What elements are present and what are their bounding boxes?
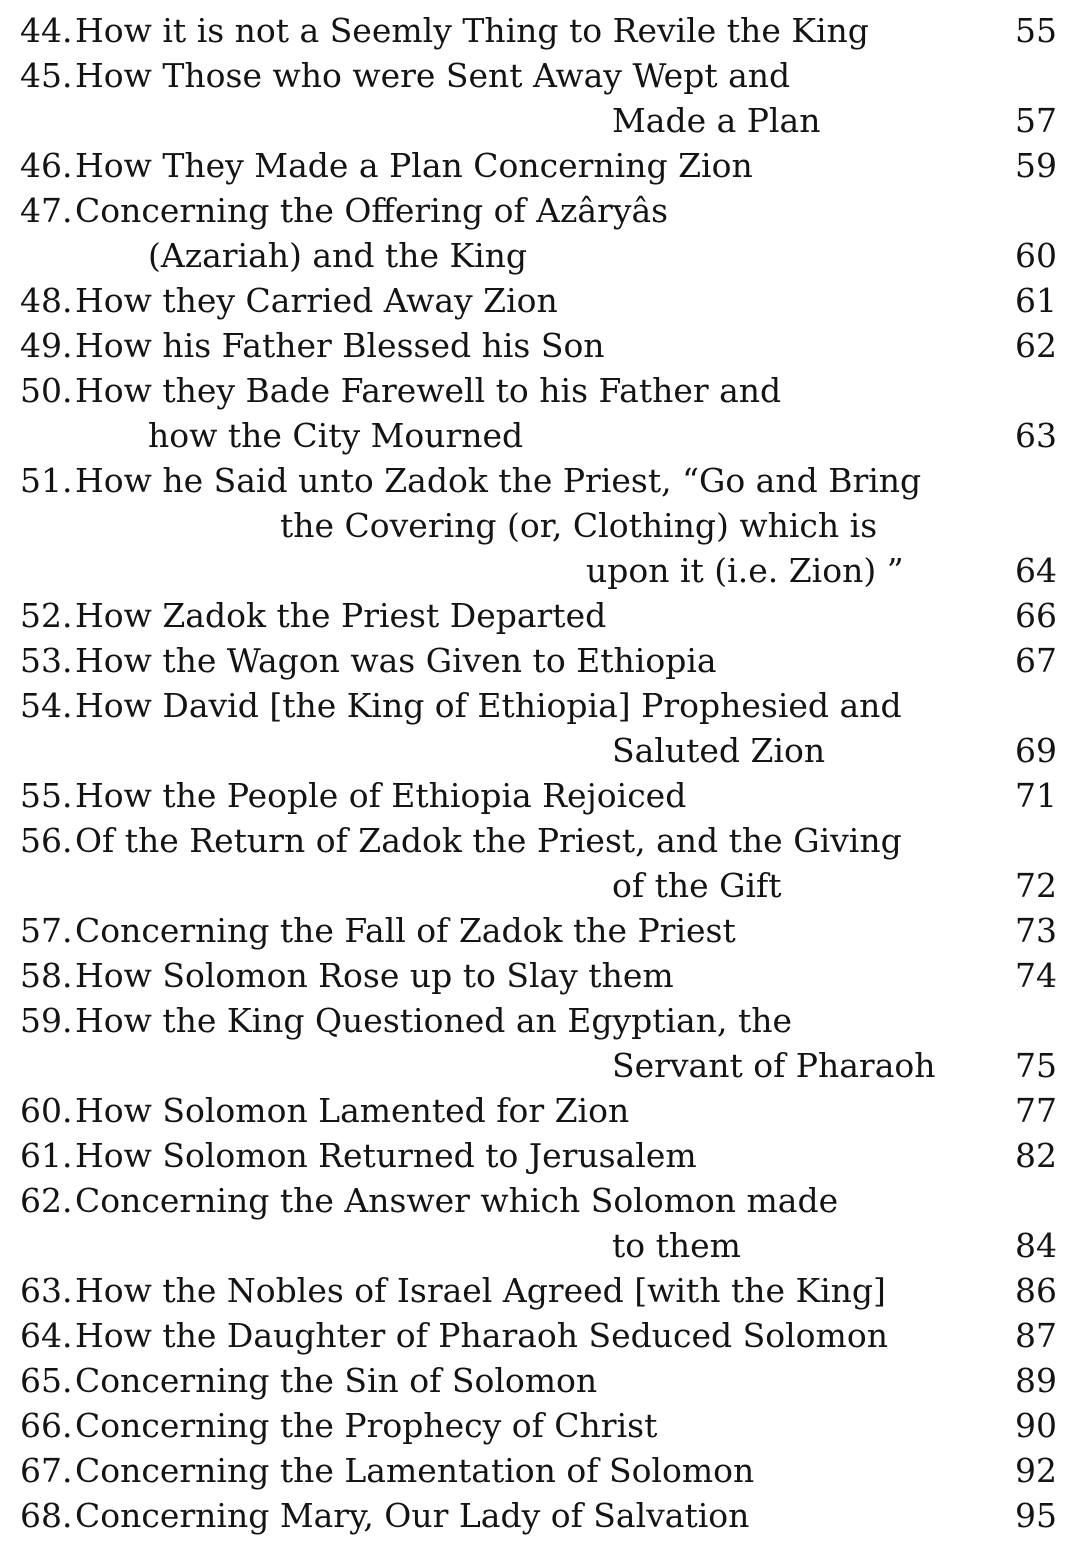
entry-number: 47. xyxy=(20,191,73,230)
page-number: 60 xyxy=(1015,236,1057,275)
toc-line xyxy=(0,1088,1079,1133)
toc-entry xyxy=(0,1403,1079,1448)
entry-title: How the King Questioned an Egyptian, the xyxy=(75,1001,793,1040)
toc-entry xyxy=(0,323,1079,368)
entry-title: Concerning the Fall of Zadok the Priest xyxy=(75,911,736,950)
toc-line xyxy=(0,413,1079,458)
entry-number: 66. xyxy=(20,1406,73,1445)
toc-line xyxy=(0,1448,1079,1493)
page-number: 74 xyxy=(1015,956,1057,995)
entry-title-continuation: Servant of Pharaoh xyxy=(612,1046,936,1085)
toc-line xyxy=(0,1403,1079,1448)
page-number: 59 xyxy=(1015,146,1057,185)
entry-title: Concerning Mary, Our Lady of Salvation xyxy=(75,1496,750,1535)
toc-line xyxy=(0,638,1079,683)
toc-line xyxy=(0,503,1079,548)
toc-entry xyxy=(0,683,1079,773)
toc-entry xyxy=(0,8,1079,53)
toc-entry xyxy=(0,908,1079,953)
toc-entry xyxy=(0,1268,1079,1313)
page-number: 62 xyxy=(1015,326,1057,365)
entry-number: 67. xyxy=(20,1451,73,1490)
page-number: 92 xyxy=(1015,1451,1057,1490)
entry-title: Concerning the Lamentation of Solomon xyxy=(75,1451,755,1490)
entry-number: 60. xyxy=(20,1091,73,1130)
entry-title: How he Said unto Zadok the Priest, “Go and Bring xyxy=(75,461,922,500)
page-number: 55 xyxy=(1015,11,1057,50)
page-number: 77 xyxy=(1015,1091,1057,1130)
toc-line xyxy=(0,773,1079,818)
page-number: 72 xyxy=(1015,866,1057,905)
toc-entry xyxy=(0,593,1079,638)
toc-line xyxy=(0,908,1079,953)
toc-line xyxy=(0,1493,1079,1538)
toc-entry xyxy=(0,953,1079,998)
toc-line xyxy=(0,368,1079,413)
toc-line xyxy=(0,458,1079,503)
entry-title: How the Daughter of Pharaoh Seduced Solomon xyxy=(75,1316,888,1355)
entry-title: How they Bade Farewell to his Father and xyxy=(75,371,782,410)
page-number: 67 xyxy=(1015,641,1057,680)
toc-entry xyxy=(0,1313,1079,1358)
toc-entry xyxy=(0,1493,1079,1538)
entry-number: 55. xyxy=(20,776,73,815)
entry-title-continuation: Made a Plan xyxy=(612,101,821,140)
entry-number: 48. xyxy=(20,281,73,320)
entry-title-continuation: (Azariah) and the King xyxy=(148,236,528,275)
entry-number: 68. xyxy=(20,1496,73,1535)
toc-entry xyxy=(0,1133,1079,1178)
toc-entry xyxy=(0,53,1079,143)
entry-title: How Solomon Rose up to Slay them xyxy=(75,956,674,995)
entry-number: 56. xyxy=(20,821,73,860)
entry-title: How his Father Blessed his Son xyxy=(75,326,605,365)
toc-line xyxy=(0,728,1079,773)
toc-entry xyxy=(0,1178,1079,1268)
toc-entry xyxy=(0,818,1079,908)
toc-entry xyxy=(0,998,1079,1088)
toc-entry xyxy=(0,188,1079,278)
entry-title: How Those who were Sent Away Wept and xyxy=(75,56,791,95)
entry-number: 51. xyxy=(20,461,73,500)
page-number: 63 xyxy=(1015,416,1057,455)
entry-title: Concerning the Answer which Solomon made xyxy=(75,1181,839,1220)
toc-entry xyxy=(0,1088,1079,1133)
entry-title: How Solomon Lamented for Zion xyxy=(75,1091,630,1130)
entry-title: How they Carried Away Zion xyxy=(75,281,558,320)
entry-title-continuation: to them xyxy=(612,1226,741,1265)
entry-number: 50. xyxy=(20,371,73,410)
page-number: 90 xyxy=(1015,1406,1057,1445)
toc-entry xyxy=(0,1358,1079,1403)
entry-title: How They Made a Plan Concerning Zion xyxy=(75,146,753,185)
toc-entry xyxy=(0,278,1079,323)
entry-title: How the Nobles of Israel Agreed [with the King] xyxy=(75,1271,886,1310)
page-number: 71 xyxy=(1015,776,1057,815)
entry-number: 63. xyxy=(20,1271,73,1310)
entry-number: 54. xyxy=(20,686,73,725)
entry-title: How David [the King of Ethiopia] Prophesied and xyxy=(75,686,902,725)
toc-line xyxy=(0,998,1079,1043)
entry-number: 46. xyxy=(20,146,73,185)
page-number: 87 xyxy=(1015,1316,1057,1355)
entry-number: 65. xyxy=(20,1361,73,1400)
toc-line xyxy=(0,1268,1079,1313)
entry-title-continuation: Saluted Zion xyxy=(612,731,826,770)
entry-number: 45. xyxy=(20,56,73,95)
page-number: 95 xyxy=(1015,1496,1057,1535)
page-number: 75 xyxy=(1015,1046,1057,1085)
toc-entry xyxy=(0,638,1079,683)
entry-title: Concerning the Sin of Solomon xyxy=(75,1361,598,1400)
toc-line xyxy=(0,53,1079,98)
entry-number: 59. xyxy=(20,1001,73,1040)
toc-line xyxy=(0,1133,1079,1178)
toc-line xyxy=(0,1178,1079,1223)
entry-title-continuation: of the Gift xyxy=(612,866,782,905)
toc-line xyxy=(0,863,1079,908)
page-number: 73 xyxy=(1015,911,1057,950)
entry-number: 57. xyxy=(20,911,73,950)
entry-number: 52. xyxy=(20,596,73,635)
page-number: 86 xyxy=(1015,1271,1057,1310)
entry-title: How Solomon Returned to Jerusalem xyxy=(75,1136,697,1175)
table-of-contents xyxy=(0,8,1079,1538)
entry-title: How Zadok the Priest Departed xyxy=(75,596,607,635)
entry-title: How the People of Ethiopia Rejoiced xyxy=(75,776,687,815)
toc-line xyxy=(0,233,1079,278)
toc-entry xyxy=(0,368,1079,458)
page-number: 84 xyxy=(1015,1226,1057,1265)
toc-line xyxy=(0,1223,1079,1268)
entry-title: Of the Return of Zadok the Priest, and the Giving xyxy=(75,821,902,860)
toc-line xyxy=(0,1313,1079,1358)
toc-line xyxy=(0,8,1079,53)
toc-line xyxy=(0,593,1079,638)
toc-line xyxy=(0,98,1079,143)
entry-title: Concerning the Prophecy of Christ xyxy=(75,1406,658,1445)
page-number: 61 xyxy=(1015,281,1057,320)
toc-line xyxy=(0,188,1079,233)
page-number: 89 xyxy=(1015,1361,1057,1400)
entry-title-continuation: upon it (i.e. Zion) ” xyxy=(586,551,904,590)
entry-title-continuation: how the City Mourned xyxy=(148,416,524,455)
entry-title-continuation: the Covering (or, Clothing) which is xyxy=(280,506,878,545)
entry-title: Concerning the Offering of Azâryâs xyxy=(75,191,669,230)
page-number: 69 xyxy=(1015,731,1057,770)
toc-entry xyxy=(0,773,1079,818)
entry-number: 53. xyxy=(20,641,73,680)
entry-number: 58. xyxy=(20,956,73,995)
toc-line xyxy=(0,1043,1079,1088)
entry-number: 44. xyxy=(20,11,73,50)
toc-line xyxy=(0,143,1079,188)
entry-number: 62. xyxy=(20,1181,73,1220)
toc-line xyxy=(0,818,1079,863)
toc-entry xyxy=(0,1448,1079,1493)
page-number: 82 xyxy=(1015,1136,1057,1175)
toc-line xyxy=(0,548,1079,593)
entry-number: 64. xyxy=(20,1316,73,1355)
toc-line xyxy=(0,953,1079,998)
toc-entry xyxy=(0,143,1079,188)
toc-line xyxy=(0,1358,1079,1403)
page-number: 57 xyxy=(1015,101,1057,140)
entry-title: How the Wagon was Given to Ethiopia xyxy=(75,641,717,680)
toc-line xyxy=(0,683,1079,728)
entry-number: 61. xyxy=(20,1136,73,1175)
entry-number: 49. xyxy=(20,326,73,365)
toc-line xyxy=(0,278,1079,323)
toc-line xyxy=(0,323,1079,368)
toc-entry xyxy=(0,458,1079,593)
entry-title: How it is not a Seemly Thing to Revile the King xyxy=(75,11,869,50)
page-number: 66 xyxy=(1015,596,1057,635)
page-number: 64 xyxy=(1015,551,1057,590)
